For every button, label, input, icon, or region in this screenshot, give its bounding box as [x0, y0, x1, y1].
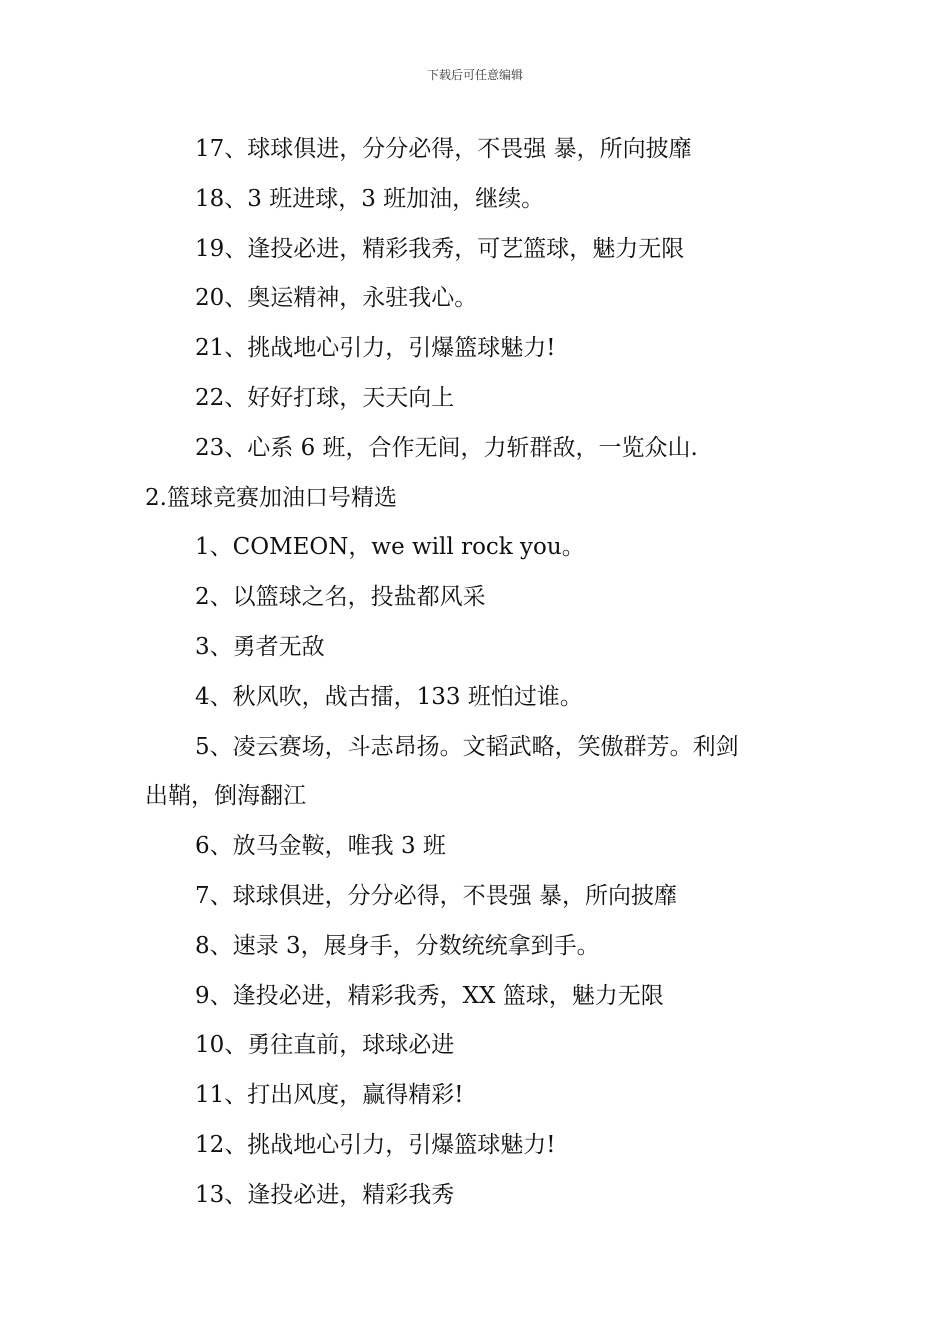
slogan-line: 22、好好打球，天天向上 — [195, 384, 455, 411]
slogan-line: 21、挑战地心引力，引爆篮球魅力! — [195, 335, 556, 362]
slogan-line: 8、速录 3，展身手，分数统统拿到手。 — [195, 932, 600, 959]
slogan-line: 10、勇往直前，球球必进 — [195, 1032, 455, 1059]
slogan-line: 12、挑战地心引力，引爆篮球魅力! — [195, 1131, 556, 1158]
slogan-line: 3、勇者无敌 — [195, 633, 325, 660]
slogan-line: 13、逢投必进，精彩我秀 — [195, 1181, 455, 1208]
slogan-line: 11、打出风度，赢得精彩! — [195, 1082, 464, 1109]
slogan-line: 2、以篮球之名，投盐都风采 — [195, 584, 486, 611]
slogan-line: 7、球球俱进，分分必得，不畏强 暴，所向披靡 — [195, 882, 677, 909]
document-body — [145, 125, 810, 1221]
slogan-line: 6、放马金鞍，唯我 3 班 — [195, 833, 446, 860]
section-heading: 2.篮球竞赛加油口号精选 — [145, 484, 397, 511]
slogan-line-continuation: 出鞘，倒海翻江 — [145, 783, 306, 810]
slogan-line: 5、凌云赛场，斗志昂扬。文韬武略，笑傲群芳。利剑 — [195, 733, 739, 760]
slogan-line: 18、3 班进球，3 班加油，继续。 — [195, 185, 545, 212]
slogan-line: 1、COMEON，we will rock you。 — [195, 534, 585, 561]
slogan-line: 9、逢投必进，精彩我秀，XX 篮球，魅力无限 — [195, 982, 664, 1009]
slogan-line: 23、心系 6 班，合作无间，力斩群敌，一览众山. — [195, 434, 698, 461]
slogan-line: 20、奥运精神，永驻我心。 — [195, 285, 478, 312]
slogan-line: 19、逢投必进，精彩我秀，可艺篮球，魅力无限 — [195, 235, 685, 262]
slogan-line: 17、球球俱进，分分必得，不畏强 暴，所向披靡 — [195, 136, 692, 162]
page-header: 下载后可任意编辑 — [426, 68, 523, 82]
slogan-line: 4、秋风吹，战古擂，133 班怕过谁。 — [195, 683, 583, 710]
